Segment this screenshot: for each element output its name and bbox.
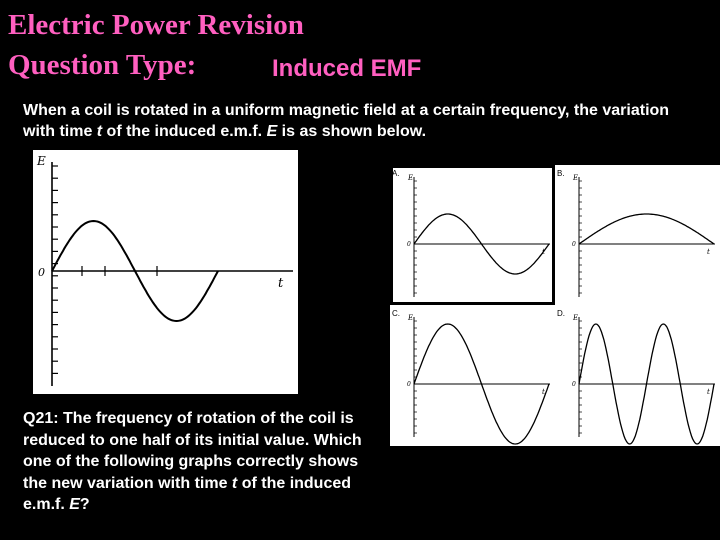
- options-panel: [390, 165, 720, 446]
- option-origin-label: 0: [407, 241, 411, 248]
- option-origin-label: 0: [407, 381, 411, 388]
- slide-title: Electric Power Revision: [8, 9, 304, 41]
- option-letter: C.: [392, 309, 400, 318]
- option-x-label: t: [542, 248, 545, 256]
- option-y-label: E: [573, 314, 579, 322]
- option-x-label: t: [542, 388, 545, 396]
- option-letter: B.: [557, 169, 565, 178]
- main-x-label: t: [278, 276, 284, 291]
- option-x-label: t: [707, 388, 710, 396]
- topic-label: Induced EMF: [272, 55, 422, 82]
- option-x-label: t: [707, 248, 710, 256]
- main-y-label: E: [37, 154, 46, 168]
- option-y-label: E: [408, 314, 414, 322]
- question-text: Q21: The frequency of rotation of the coil is reduced to one half of its initial value. Which one of the following graphs correctly shows the new variation with time t of the induced e.m.f. E?: [23, 410, 362, 513]
- option-origin-label: 0: [572, 381, 576, 388]
- intro-text: When a coil is rotated in a uniform magnetic field at a certain frequency, the variation with time t of the induced e.m.f. E is as shown below.: [23, 102, 670, 140]
- option-y-label: E: [573, 174, 579, 182]
- option-letter: A.: [392, 169, 400, 178]
- main-origin-label: 0: [38, 266, 45, 279]
- option-y-label: E: [408, 174, 414, 182]
- main-emf-graph: [33, 150, 298, 394]
- option-letter: D.: [557, 309, 565, 318]
- question-type-label: Question Type:: [8, 49, 197, 81]
- option-origin-label: 0: [572, 241, 576, 248]
